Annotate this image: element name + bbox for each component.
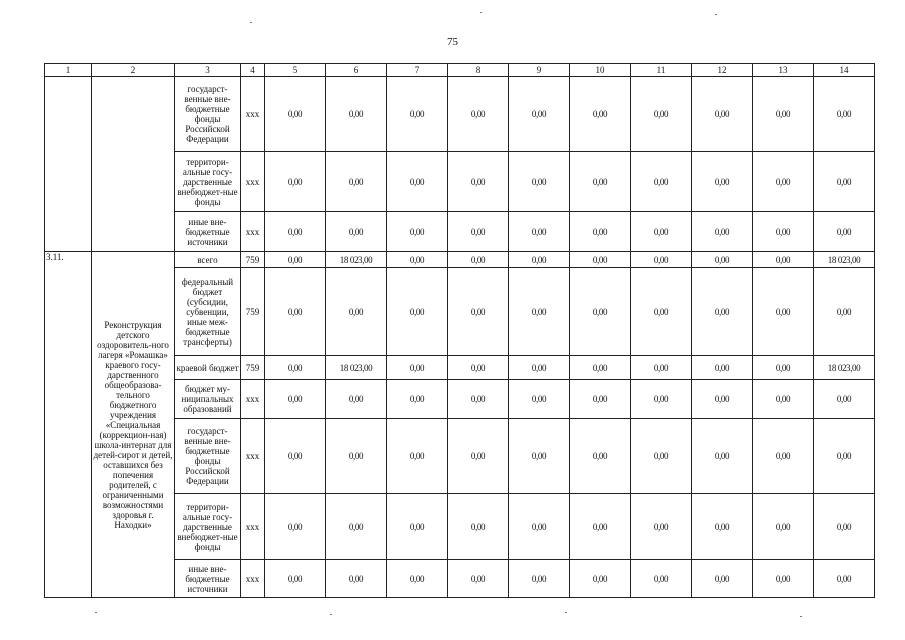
value-cell: 0,00 (814, 77, 875, 152)
header-row (45, 64, 875, 77)
funding-source-cell: иные вне-бюджетные источники (175, 212, 241, 252)
value-cell: 0,00 (692, 152, 753, 212)
value-cell: 0,00 (692, 252, 753, 268)
value-cell: 0,00 (631, 356, 692, 380)
value-cell: 0,00 (814, 268, 875, 356)
value-cell: 0,00 (326, 268, 387, 356)
prev-number-cell (45, 77, 92, 252)
funding-source-cell: государст-венные вне-бюджетные фонды Российской Федерации (175, 77, 241, 152)
value-cell: 0,00 (387, 380, 448, 419)
scan-speck (95, 612, 97, 613)
value-cell: 0,00 (448, 77, 509, 152)
value-cell: 0,00 (753, 380, 814, 419)
code-cell: ххх (241, 419, 265, 494)
column-header: 7 (387, 64, 448, 77)
value-cell: 0,00 (692, 380, 753, 419)
value-cell: 0,00 (692, 494, 753, 560)
funding-source-cell: федеральный бюджет (субсидии, субвенции, иные меж-бюджетные трансферты) (175, 268, 241, 356)
value-cell: 0,00 (265, 152, 326, 212)
funding-source-cell: иные вне-бюджетные источники (175, 560, 241, 598)
value-cell: 18 023,00 (814, 356, 875, 380)
column-header: 6 (326, 64, 387, 77)
value-cell: 0,00 (448, 419, 509, 494)
value-cell: 18 023,00 (814, 252, 875, 268)
scan-speck (715, 14, 717, 15)
value-cell: 0,00 (570, 268, 631, 356)
column-header: 13 (753, 64, 814, 77)
value-cell: 0,00 (631, 77, 692, 152)
value-cell: 0,00 (448, 560, 509, 598)
funding-source-cell: всего (175, 252, 241, 268)
value-cell: 0,00 (509, 494, 570, 560)
page-number: 75 (447, 36, 458, 48)
value-cell: 0,00 (753, 152, 814, 212)
value-cell: 0,00 (265, 380, 326, 419)
table-row (45, 77, 875, 152)
value-cell: 0,00 (570, 212, 631, 252)
value-cell: 0,00 (509, 380, 570, 419)
value-cell: 0,00 (509, 212, 570, 252)
value-cell: 0,00 (570, 152, 631, 212)
code-cell: ххх (241, 152, 265, 212)
column-header: 4 (241, 64, 265, 77)
value-cell: 0,00 (631, 152, 692, 212)
value-cell: 0,00 (387, 560, 448, 598)
value-cell: 0,00 (692, 560, 753, 598)
value-cell: 0,00 (448, 380, 509, 419)
value-cell: 0,00 (265, 77, 326, 152)
value-cell: 0,00 (387, 152, 448, 212)
value-cell: 0,00 (326, 494, 387, 560)
value-cell: 0,00 (448, 494, 509, 560)
value-cell: 0,00 (509, 77, 570, 152)
value-cell: 0,00 (631, 212, 692, 252)
value-cell: 0,00 (692, 212, 753, 252)
value-cell: 0,00 (753, 356, 814, 380)
funding-source-cell: территори-альные госу-дарственные внебюджет-ные фонды (175, 152, 241, 212)
value-cell: 0,00 (570, 356, 631, 380)
value-cell: 0,00 (509, 356, 570, 380)
value-cell: 0,00 (631, 380, 692, 419)
value-cell: 0,00 (692, 419, 753, 494)
scan-speck (330, 614, 332, 615)
value-cell: 0,00 (753, 77, 814, 152)
value-cell: 0,00 (692, 77, 753, 152)
value-cell: 0,00 (570, 380, 631, 419)
value-cell: 0,00 (448, 152, 509, 212)
value-cell: 0,00 (692, 268, 753, 356)
funding-source-cell: государст-венные вне-бюджетные фонды Российской Федерации (175, 419, 241, 494)
value-cell: 0,00 (509, 560, 570, 598)
value-cell: 0,00 (692, 356, 753, 380)
value-cell: 0,00 (814, 380, 875, 419)
scan-speck (565, 612, 567, 613)
value-cell: 0,00 (326, 380, 387, 419)
column-header: 11 (631, 64, 692, 77)
column-header: 10 (570, 64, 631, 77)
value-cell: 0,00 (753, 268, 814, 356)
value-cell: 0,00 (753, 419, 814, 494)
value-cell: 0,00 (326, 77, 387, 152)
value-cell: 0,00 (265, 268, 326, 356)
value-cell: 0,00 (814, 152, 875, 212)
value-cell: 0,00 (387, 356, 448, 380)
code-cell: 759 (241, 268, 265, 356)
funding-source-cell: бюджет му-ниципальных образований (175, 380, 241, 419)
scan-speck (800, 616, 802, 617)
value-cell: 0,00 (570, 252, 631, 268)
value-cell: 0,00 (387, 77, 448, 152)
value-cell: 0,00 (570, 77, 631, 152)
column-header: 8 (448, 64, 509, 77)
value-cell: 0,00 (570, 419, 631, 494)
value-cell: 0,00 (387, 419, 448, 494)
value-cell: 18 023,00 (326, 252, 387, 268)
value-cell: 0,00 (387, 212, 448, 252)
column-header: 9 (509, 64, 570, 77)
value-cell: 0,00 (509, 268, 570, 356)
value-cell: 0,00 (326, 560, 387, 598)
value-cell: 0,00 (631, 494, 692, 560)
scan-speck (480, 12, 482, 13)
value-cell: 0,00 (631, 419, 692, 494)
value-cell: 0,00 (326, 212, 387, 252)
table-row (45, 252, 875, 268)
column-header: 12 (692, 64, 753, 77)
value-cell: 0,00 (753, 212, 814, 252)
value-cell: 0,00 (753, 494, 814, 560)
column-header: 14 (814, 64, 875, 77)
value-cell: 0,00 (265, 560, 326, 598)
value-cell: 0,00 (509, 252, 570, 268)
value-cell: 0,00 (326, 419, 387, 494)
value-cell: 0,00 (631, 252, 692, 268)
value-cell: 0,00 (265, 252, 326, 268)
value-cell: 0,00 (265, 212, 326, 252)
code-cell: 759 (241, 356, 265, 380)
value-cell: 0,00 (631, 268, 692, 356)
value-cell: 0,00 (631, 560, 692, 598)
scan-speck (250, 22, 252, 23)
value-cell: 0,00 (387, 252, 448, 268)
column-header: 5 (265, 64, 326, 77)
value-cell: 0,00 (387, 494, 448, 560)
code-cell: ххх (241, 77, 265, 152)
value-cell: 0,00 (265, 494, 326, 560)
value-cell: 0,00 (265, 356, 326, 380)
funding-source-cell: краевой бюджет (175, 356, 241, 380)
value-cell: 0,00 (814, 419, 875, 494)
value-cell: 18 023,00 (326, 356, 387, 380)
value-cell: 0,00 (570, 494, 631, 560)
code-cell: ххх (241, 380, 265, 419)
value-cell: 0,00 (509, 419, 570, 494)
funding-source-cell: территори-альные госу-дарственные внебюджет-ные фонды (175, 494, 241, 560)
column-header: 3 (175, 64, 241, 77)
code-cell: ххх (241, 560, 265, 598)
column-header: 1 (45, 64, 92, 77)
prev-name-cell (92, 77, 175, 252)
value-cell: 0,00 (509, 152, 570, 212)
code-cell: ххх (241, 212, 265, 252)
value-cell: 0,00 (326, 152, 387, 212)
value-cell: 0,00 (814, 560, 875, 598)
column-header: 2 (92, 64, 175, 77)
budget-table (44, 63, 875, 598)
value-cell: 0,00 (448, 212, 509, 252)
code-cell: 759 (241, 252, 265, 268)
value-cell: 0,00 (814, 494, 875, 560)
value-cell: 0,00 (753, 252, 814, 268)
value-cell: 0,00 (387, 268, 448, 356)
code-cell: ххх (241, 494, 265, 560)
value-cell: 0,00 (570, 560, 631, 598)
value-cell: 0,00 (448, 252, 509, 268)
value-cell: 0,00 (448, 356, 509, 380)
item-name-cell: Реконструкция детского оздоровитель-ного лагеря «Ромашка» краевого госу-дарственного общеобразова-тельного бюджетного учреждения «Специальная (коррекцион-ная) школа-интернат для детей-сирот и детей, оставшихся без попечения родителей, с ограниченными возможностями здоровья г. Находки» (92, 252, 175, 598)
item-number-cell: 3.11. (45, 252, 92, 598)
value-cell: 0,00 (448, 268, 509, 356)
value-cell: 0,00 (265, 419, 326, 494)
value-cell: 0,00 (814, 212, 875, 252)
value-cell: 0,00 (753, 560, 814, 598)
